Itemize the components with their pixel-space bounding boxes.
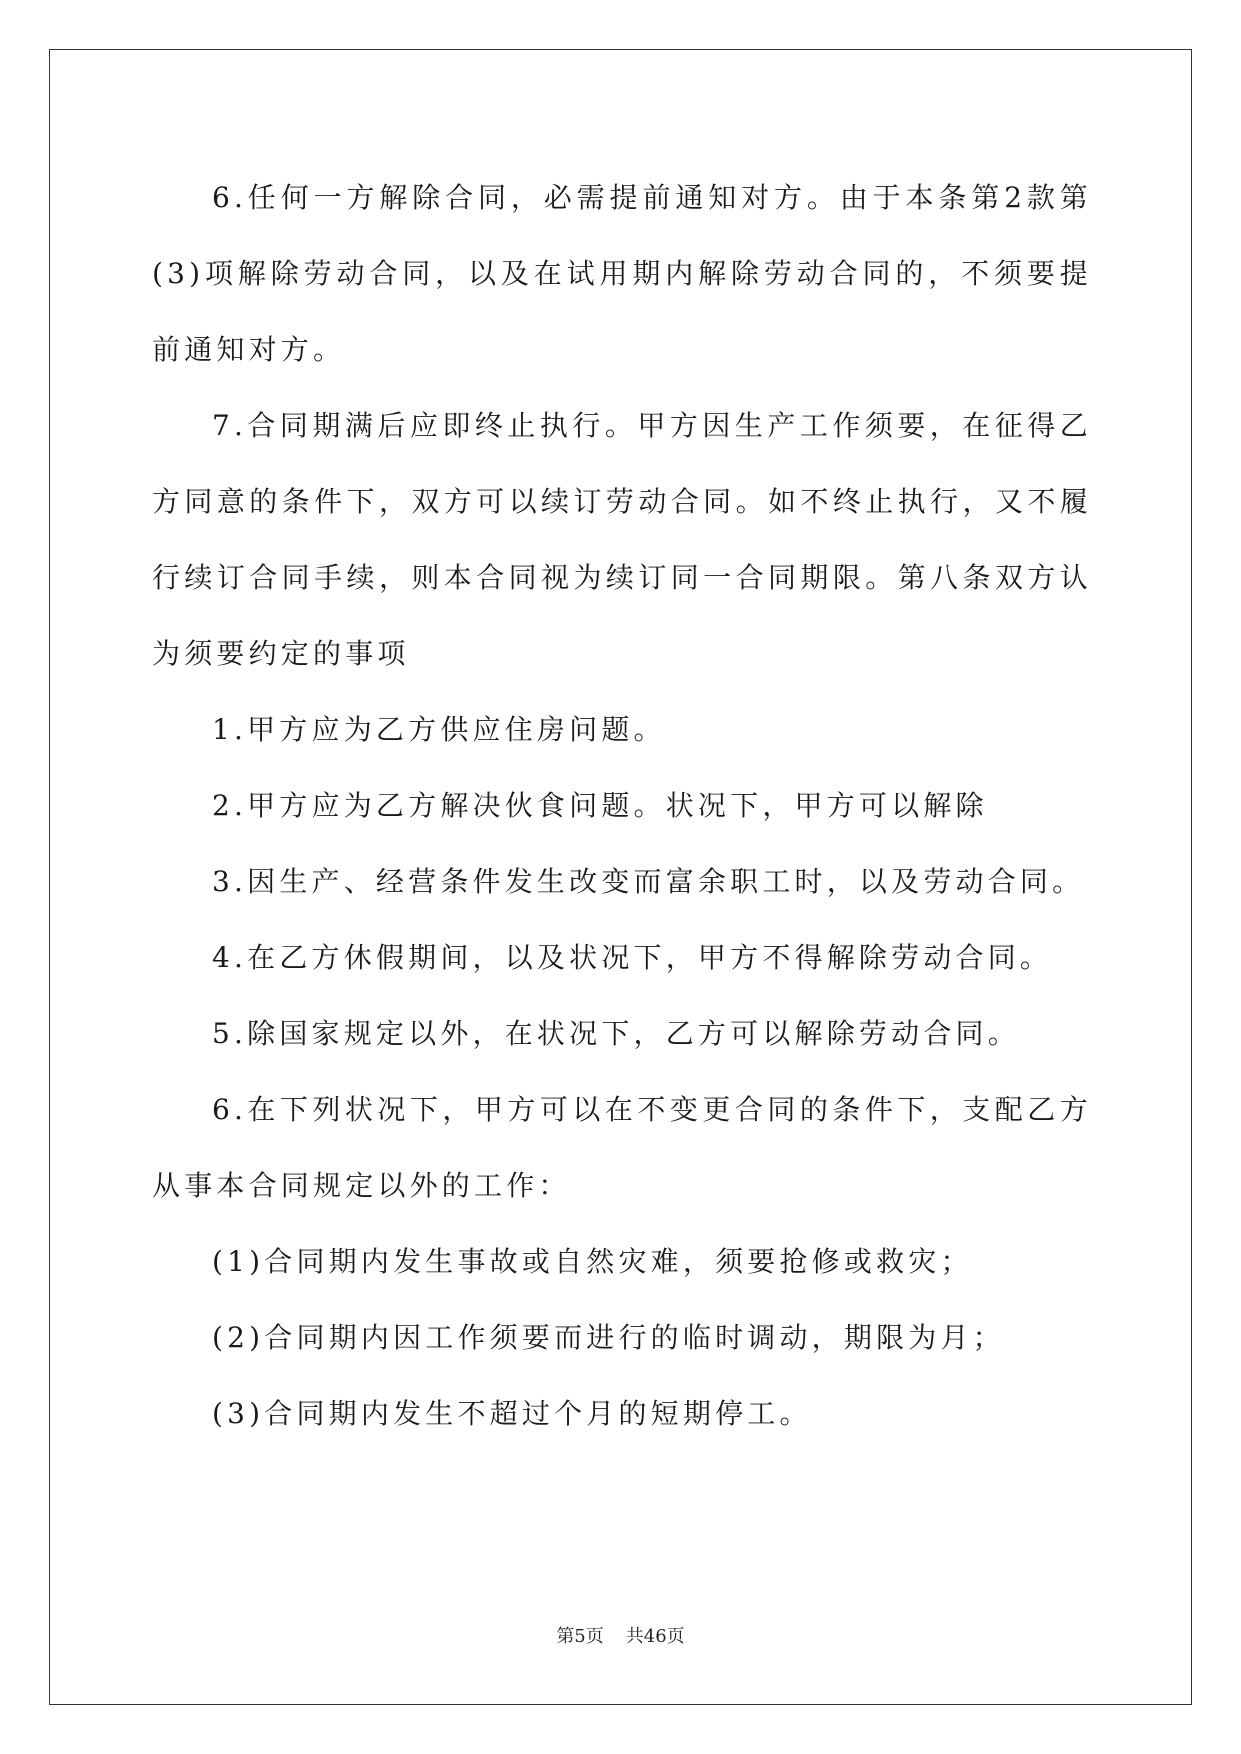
paragraph-termination-notice: 6.任何一方解除合同，必需提前通知对方。由于本条第2款第(3)项解除劳动合同，以及在试用期内解除劳动合同的，不须要提前通知对方。 [152, 181, 1092, 366]
paragraph-employee-termination: 5.除国家规定以外，在状况下，乙方可以解除劳动合同。 [212, 1017, 1020, 1050]
list-item-short-stoppage: (3)合同期内发生不超过个月的短期停工。 [212, 1397, 812, 1430]
paragraph-leave-protection: 4.在乙方休假期间，以及状况下，甲方不得解除劳动合同。 [212, 941, 1053, 974]
list-item-temporary-transfer: (2)合同期内因工作须要而进行的临时调动，期限为月； [212, 1321, 1005, 1354]
document-body [152, 160, 1092, 1452]
paragraph-meals: 2.甲方应为乙方解决伙食问题。状况下，甲方可以解除 [212, 789, 988, 822]
page-number: 第5页 [556, 1626, 604, 1647]
paragraph-contract-expiry: 7.合同期满后应即终止执行。甲方因生产工作须要，在征得乙方同意的条件下，双方可以续订劳动合同。如不终止执行，又不履行续订合同手续，则本合同视为续订同一合同期限。第八条双方认为须要约定的事项 [152, 409, 1092, 670]
paragraph-surplus-staff: 3.因生产、经营条件发生改变而富余职工时，以及劳动合同。 [212, 865, 1085, 898]
page-footer [0, 1622, 1241, 1648]
paragraph-reassignment: 6.在下列状况下，甲方可以在不变更合同的条件下，支配乙方从事本合同规定以外的工作： [152, 1093, 1092, 1202]
list-item-disaster: (1)合同期内发生事故或自然灾难，须要抢修或救灾； [212, 1245, 973, 1278]
paragraph-housing: 1.甲方应为乙方供应住房问题。 [212, 713, 666, 746]
total-pages: 共46页 [625, 1626, 685, 1647]
